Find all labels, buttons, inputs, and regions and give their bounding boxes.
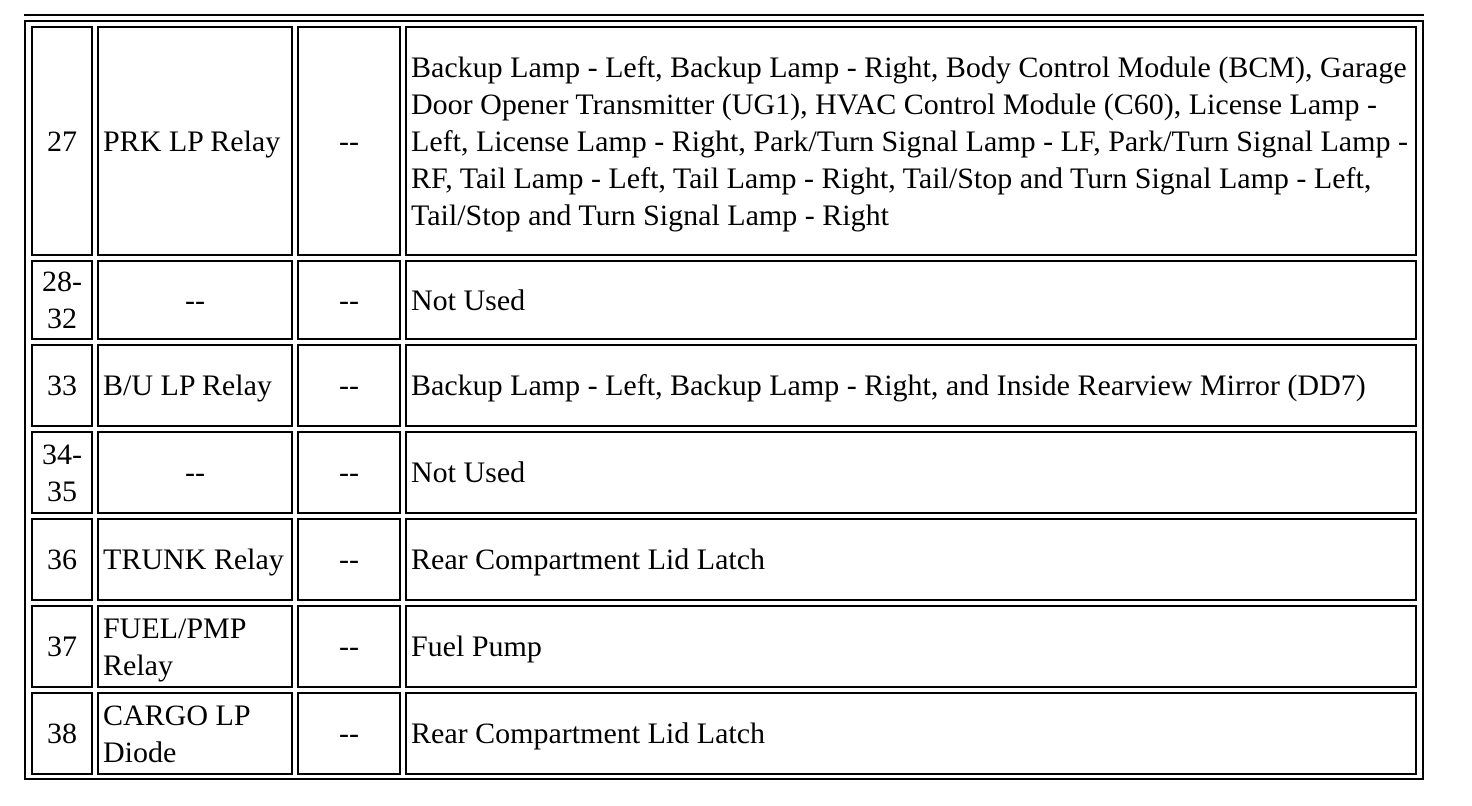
fuse-amps-cell: -- [297, 344, 401, 427]
circuit-description-cell: Rear Compartment Lid Latch [405, 518, 1417, 601]
circuit-description-cell: Backup Lamp - Left, Backup Lamp - Right, and Inside Rearview Mirror (DD7) [405, 344, 1417, 427]
fuse-amps-cell: -- [297, 26, 401, 256]
table-row [31, 26, 1417, 256]
table-row [31, 605, 1417, 688]
table-row [31, 260, 1417, 340]
fuse-name-cell: -- [97, 260, 293, 340]
fuse-amps-cell: -- [297, 260, 401, 340]
table-top-rule [24, 14, 1424, 16]
fuse-name-cell: TRUNK Relay [97, 518, 293, 601]
fuse-number-cell: 33 [31, 344, 93, 427]
circuit-description-cell: Rear Compartment Lid Latch [405, 692, 1417, 775]
table-row [31, 344, 1417, 427]
fuse-number-cell: 36 [31, 518, 93, 601]
fuse-number-cell: 38 [31, 692, 93, 775]
table-row [31, 692, 1417, 775]
circuit-description-cell: Backup Lamp - Left, Backup Lamp - Right, Body Control Module (BCM), Garage Door Opener Transmitter (UG1), HVAC Control Module (C60), License Lamp - Left, License Lamp - Right, Park/Turn Signal Lamp - LF, Park/Turn Signal Lamp - RF, Tail Lamp - Left, Tail Lamp - Right, Tail/Stop and Turn Signal Lamp - Left, Tail/Stop and Turn Signal Lamp - Right [405, 26, 1417, 256]
fuse-relay-table [27, 22, 1421, 779]
fuse-name-cell: B/U LP Relay [97, 344, 293, 427]
fuse-number-cell: 37 [31, 605, 93, 688]
table-row [31, 518, 1417, 601]
fuse-name-cell: PRK LP Relay [97, 26, 293, 256]
fuse-amps-cell: -- [297, 605, 401, 688]
fuse-amps-cell: -- [297, 692, 401, 775]
circuit-description-cell: Not Used [405, 431, 1417, 514]
fuse-amps-cell: -- [297, 518, 401, 601]
circuit-description-cell: Not Used [405, 260, 1417, 340]
fuse-number-cell: 27 [31, 26, 93, 256]
fuse-number-cell: 28-32 [31, 260, 93, 340]
fuse-name-cell: FUEL/PMP Relay [97, 605, 293, 688]
circuit-description-cell: Fuel Pump [405, 605, 1417, 688]
fuse-name-cell: CARGO LP Diode [97, 692, 293, 775]
table-row [31, 431, 1417, 514]
fuse-number-cell: 34-35 [31, 431, 93, 514]
fuse-amps-cell: -- [297, 431, 401, 514]
fuse-name-cell: -- [97, 431, 293, 514]
